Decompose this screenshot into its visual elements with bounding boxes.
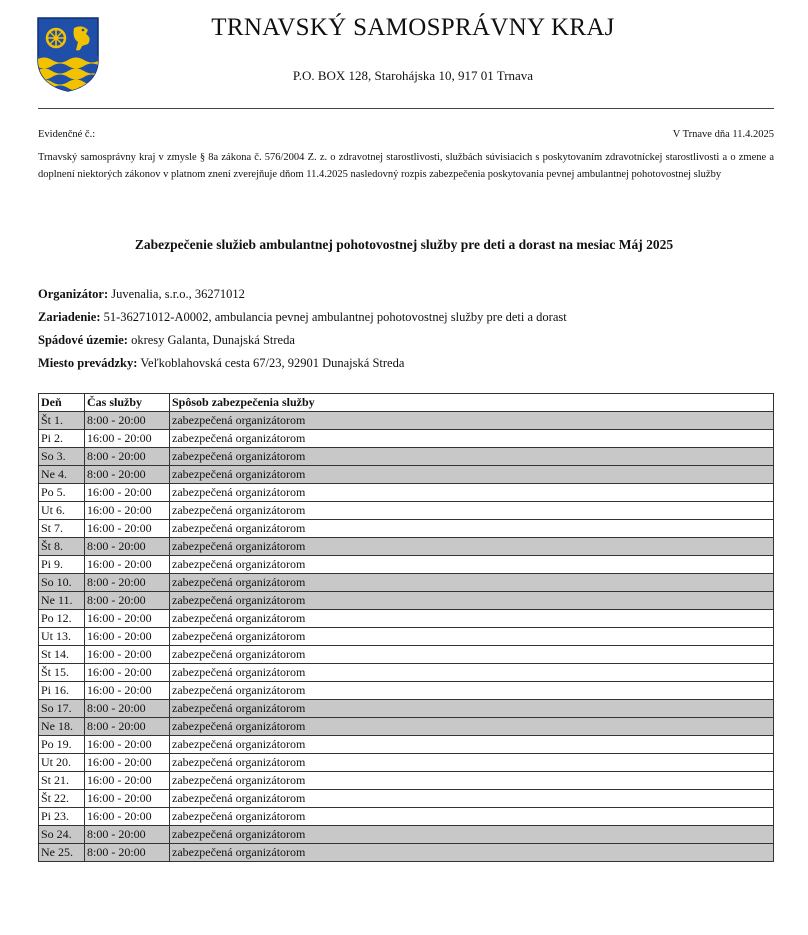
cell-method: zabezpečená organizátorom bbox=[170, 592, 774, 610]
table-row bbox=[39, 484, 774, 502]
cell-method: zabezpečená organizátorom bbox=[170, 466, 774, 484]
cell-method: zabezpečená organizátorom bbox=[170, 556, 774, 574]
cell-method: zabezpečená organizátorom bbox=[170, 484, 774, 502]
cell-method: zabezpečená organizátorom bbox=[170, 754, 774, 772]
cell-method: zabezpečená organizátorom bbox=[170, 736, 774, 754]
table-row bbox=[39, 700, 774, 718]
table-row bbox=[39, 574, 774, 592]
cell-method: zabezpečená organizátorom bbox=[170, 826, 774, 844]
cell-time: 8:00 - 20:00 bbox=[85, 466, 170, 484]
cell-day: Po 12. bbox=[39, 610, 85, 628]
column-header-day: Deň bbox=[39, 394, 85, 412]
cell-time: 16:00 - 20:00 bbox=[85, 808, 170, 826]
cell-method: zabezpečená organizátorom bbox=[170, 718, 774, 736]
cell-day: Po 5. bbox=[39, 484, 85, 502]
cell-day: Ut 13. bbox=[39, 628, 85, 646]
cell-time: 8:00 - 20:00 bbox=[85, 448, 170, 466]
table-header-row bbox=[39, 394, 774, 412]
cell-method: zabezpečená organizátorom bbox=[170, 772, 774, 790]
cell-time: 8:00 - 20:00 bbox=[85, 844, 170, 862]
intro-paragraph: Trnavský samosprávny kraj v zmysle § 8a zákona č. 576/2004 Z. z. o zdravotnej starostlivosti, službách súvisiacich s poskytovaním zdravotníckej starostlivosti a o zmene a doplnení niektorých zákonov v platnom znení zverejňuje dňom 11.4.2025 nasledovný rozpis zabezpečenia poskytovania pevnej ambulantnej pohotovostnej služby bbox=[38, 152, 774, 180]
place-date: V Trnave dňa 11.4.2025 bbox=[672, 129, 774, 140]
cell-day: Ut 6. bbox=[39, 502, 85, 520]
cell-day: So 10. bbox=[39, 574, 85, 592]
table-row bbox=[39, 790, 774, 808]
table-row bbox=[39, 772, 774, 790]
cell-time: 8:00 - 20:00 bbox=[85, 700, 170, 718]
table-row bbox=[39, 412, 774, 430]
cell-day: Pi 2. bbox=[39, 430, 85, 448]
info-value: okresy Galanta, Dunajská Streda bbox=[131, 333, 295, 347]
cell-time: 16:00 - 20:00 bbox=[85, 628, 170, 646]
cell-time: 16:00 - 20:00 bbox=[85, 610, 170, 628]
cell-method: zabezpečená organizátorom bbox=[170, 448, 774, 466]
cell-time: 8:00 - 20:00 bbox=[85, 574, 170, 592]
cell-time: 16:00 - 20:00 bbox=[85, 646, 170, 664]
table-row bbox=[39, 736, 774, 754]
cell-time: 16:00 - 20:00 bbox=[85, 790, 170, 808]
document-heading: Zabezpečenie služieb ambulantnej pohotovostnej služby pre deti a dorast na mesiac Máj 2025 bbox=[134, 237, 674, 252]
cell-time: 8:00 - 20:00 bbox=[85, 412, 170, 430]
evidence-number-label: Evidenčné č.: bbox=[38, 129, 96, 140]
info-value: Juvenalia, s.r.o., 36271012 bbox=[111, 287, 245, 301]
column-header-time: Čas služby bbox=[85, 394, 170, 412]
info-catchment-area bbox=[38, 333, 295, 348]
table-row bbox=[39, 628, 774, 646]
cell-day: Ne 25. bbox=[39, 844, 85, 862]
cell-method: zabezpečená organizátorom bbox=[170, 844, 774, 862]
info-facility bbox=[38, 310, 567, 325]
cell-time: 16:00 - 20:00 bbox=[85, 682, 170, 700]
table-row bbox=[39, 538, 774, 556]
info-value: 51-36271012-A0002, ambulancia pevnej ambulantnej pohotovostnej služby pre deti a dorast bbox=[103, 310, 567, 324]
cell-day: St 7. bbox=[39, 520, 85, 538]
cell-time: 16:00 - 20:00 bbox=[85, 430, 170, 448]
table-row bbox=[39, 844, 774, 862]
info-label: Zariadenie: bbox=[38, 310, 101, 324]
cell-day: So 24. bbox=[39, 826, 85, 844]
cell-method: zabezpečená organizátorom bbox=[170, 610, 774, 628]
cell-day: Pi 16. bbox=[39, 682, 85, 700]
table-row bbox=[39, 448, 774, 466]
info-label: Spádové územie: bbox=[38, 333, 128, 347]
cell-method: zabezpečená organizátorom bbox=[170, 574, 774, 592]
cell-day: So 17. bbox=[39, 700, 85, 718]
cell-day: Št 22. bbox=[39, 790, 85, 808]
table-row bbox=[39, 466, 774, 484]
cell-method: zabezpečená organizátorom bbox=[170, 646, 774, 664]
table-row bbox=[39, 718, 774, 736]
cell-day: Št 1. bbox=[39, 412, 85, 430]
table-row bbox=[39, 808, 774, 826]
cell-day: Ne 4. bbox=[39, 466, 85, 484]
cell-day: Ne 18. bbox=[39, 718, 85, 736]
table-row bbox=[39, 520, 774, 538]
cell-time: 8:00 - 20:00 bbox=[85, 826, 170, 844]
cell-day: So 3. bbox=[39, 448, 85, 466]
org-address: P.O. BOX 128, Starohájska 10, 917 01 Trnava bbox=[292, 68, 534, 83]
column-header-method: Spôsob zabezpečenia služby bbox=[170, 394, 774, 412]
cell-method: zabezpečená organizátorom bbox=[170, 790, 774, 808]
cell-method: zabezpečená organizátorom bbox=[170, 700, 774, 718]
cell-method: zabezpečená organizátorom bbox=[170, 682, 774, 700]
cell-day: St 21. bbox=[39, 772, 85, 790]
cell-day: Po 19. bbox=[39, 736, 85, 754]
info-organizer bbox=[38, 287, 245, 302]
cell-time: 16:00 - 20:00 bbox=[85, 664, 170, 682]
table-row bbox=[39, 664, 774, 682]
info-location bbox=[38, 356, 404, 371]
cell-day: Pi 23. bbox=[39, 808, 85, 826]
org-title: TRNAVSKÝ SAMOSPRÁVNY KRAJ bbox=[211, 14, 615, 41]
table-row bbox=[39, 592, 774, 610]
cell-day: Št 8. bbox=[39, 538, 85, 556]
cell-method: zabezpečená organizátorom bbox=[170, 412, 774, 430]
header-divider bbox=[38, 108, 774, 109]
info-label: Organizátor: bbox=[38, 287, 109, 301]
cell-method: zabezpečená organizátorom bbox=[170, 628, 774, 646]
cell-method: zabezpečená organizátorom bbox=[170, 538, 774, 556]
cell-time: 16:00 - 20:00 bbox=[85, 772, 170, 790]
table-row bbox=[39, 826, 774, 844]
cell-method: zabezpečená organizátorom bbox=[170, 430, 774, 448]
table-row bbox=[39, 610, 774, 628]
table-row bbox=[39, 430, 774, 448]
cell-day: Ne 11. bbox=[39, 592, 85, 610]
cell-method: zabezpečená organizátorom bbox=[170, 808, 774, 826]
cell-time: 8:00 - 20:00 bbox=[85, 592, 170, 610]
table-row bbox=[39, 502, 774, 520]
table-row bbox=[39, 556, 774, 574]
table-row bbox=[39, 754, 774, 772]
cell-time: 16:00 - 20:00 bbox=[85, 520, 170, 538]
cell-day: St 14. bbox=[39, 646, 85, 664]
cell-day: Ut 20. bbox=[39, 754, 85, 772]
table-row bbox=[39, 646, 774, 664]
cell-time: 16:00 - 20:00 bbox=[85, 484, 170, 502]
info-value: Veľkoblahovská cesta 67/23, 92901 Dunajská Streda bbox=[140, 356, 405, 370]
cell-time: 8:00 - 20:00 bbox=[85, 538, 170, 556]
cell-time: 16:00 - 20:00 bbox=[85, 754, 170, 772]
cell-time: 16:00 - 20:00 bbox=[85, 736, 170, 754]
cell-time: 16:00 - 20:00 bbox=[85, 556, 170, 574]
cell-method: zabezpečená organizátorom bbox=[170, 520, 774, 538]
cell-time: 8:00 - 20:00 bbox=[85, 718, 170, 736]
cell-day: Pi 9. bbox=[39, 556, 85, 574]
cell-time: 16:00 - 20:00 bbox=[85, 502, 170, 520]
schedule-table bbox=[38, 393, 774, 862]
table-row bbox=[39, 682, 774, 700]
cell-method: zabezpečená organizátorom bbox=[170, 502, 774, 520]
cell-day: Št 15. bbox=[39, 664, 85, 682]
cell-method: zabezpečená organizátorom bbox=[170, 664, 774, 682]
info-label: Miesto prevádzky: bbox=[38, 356, 138, 370]
